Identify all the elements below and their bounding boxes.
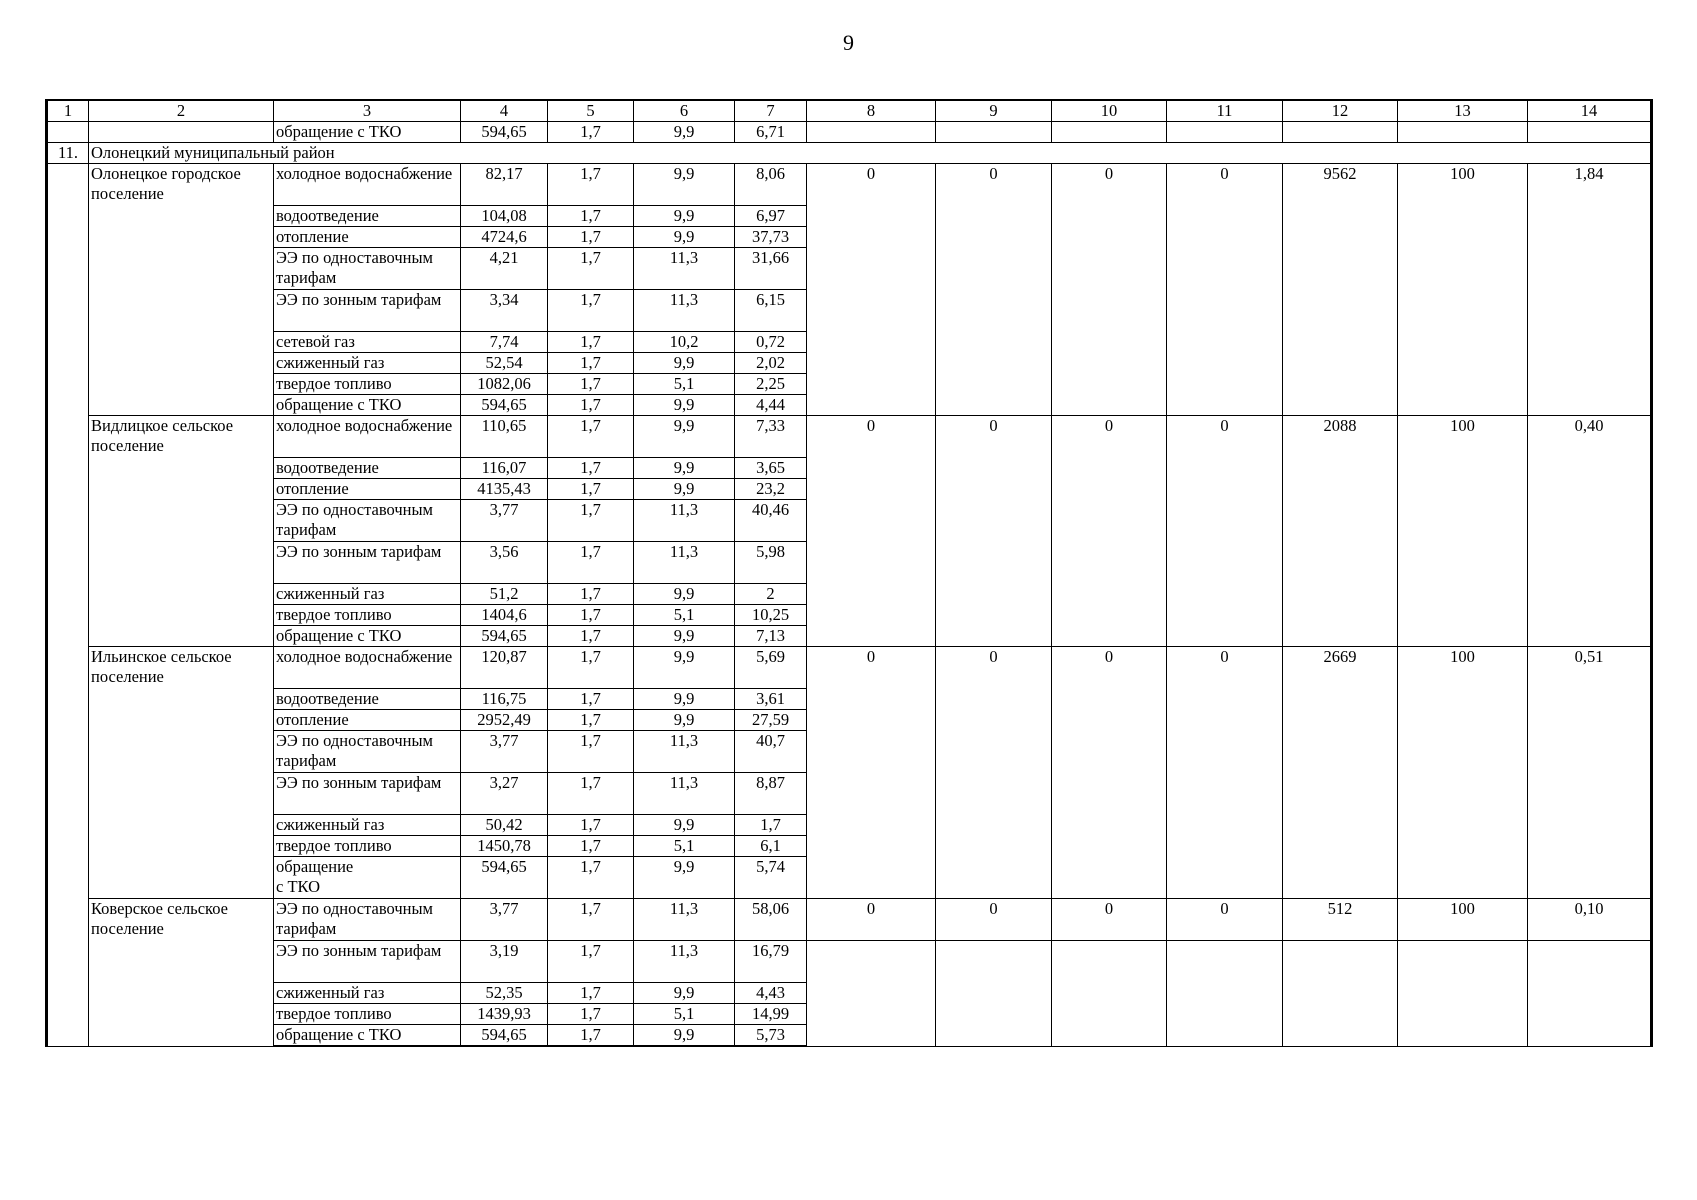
settlement-name: Коверское сельское поселение bbox=[89, 899, 274, 1047]
service-name: обращение с ТКО bbox=[274, 122, 461, 143]
value-cell: 50,42 bbox=[461, 815, 548, 836]
service-name: обращение с ТКО bbox=[274, 626, 461, 647]
value-cell: 1,7 bbox=[548, 983, 634, 1004]
value-cell: 51,2 bbox=[461, 584, 548, 605]
column-number: 3 bbox=[274, 100, 461, 122]
value-cell: 594,65 bbox=[461, 857, 548, 899]
service-name: ЭЭ по зонным тарифам bbox=[274, 941, 461, 983]
value-cell: 11,3 bbox=[634, 941, 735, 983]
summary-cell: 0 bbox=[1167, 647, 1283, 899]
empty-cell bbox=[936, 941, 1052, 1047]
empty-cell bbox=[1528, 122, 1652, 143]
service-row bbox=[47, 416, 1652, 458]
service-row bbox=[47, 941, 1652, 983]
value-cell: 4,21 bbox=[461, 248, 548, 290]
value-cell: 2,25 bbox=[735, 374, 807, 395]
value-cell: 1,7 bbox=[548, 122, 634, 143]
summary-cell: 100 bbox=[1398, 647, 1528, 899]
service-name: ЭЭ по одноставочным тарифам bbox=[274, 500, 461, 542]
value-cell: 6,97 bbox=[735, 206, 807, 227]
column-number: 12 bbox=[1283, 100, 1398, 122]
value-cell: 1,7 bbox=[548, 626, 634, 647]
value-cell: 52,35 bbox=[461, 983, 548, 1004]
value-cell: 1,7 bbox=[548, 773, 634, 815]
value-cell: 594,65 bbox=[461, 626, 548, 647]
value-cell: 1404,6 bbox=[461, 605, 548, 626]
value-cell: 7,13 bbox=[735, 626, 807, 647]
value-cell: 37,73 bbox=[735, 227, 807, 248]
summary-cell: 0,51 bbox=[1528, 647, 1652, 899]
value-cell: 58,06 bbox=[735, 899, 807, 941]
summary-cell: 0,40 bbox=[1528, 416, 1652, 647]
value-cell: 9,9 bbox=[634, 815, 735, 836]
value-cell: 1,7 bbox=[548, 857, 634, 899]
value-cell: 9,9 bbox=[634, 395, 735, 416]
service-name: ЭЭ по зонным тарифам bbox=[274, 290, 461, 332]
value-cell: 10,25 bbox=[735, 605, 807, 626]
value-cell: 8,87 bbox=[735, 773, 807, 815]
summary-cell: 0 bbox=[1167, 164, 1283, 416]
summary-cell: 0 bbox=[936, 899, 1052, 941]
value-cell: 9,9 bbox=[634, 479, 735, 500]
empty-cell bbox=[1052, 941, 1167, 1047]
summary-cell: 0 bbox=[936, 416, 1052, 647]
value-cell: 9,9 bbox=[634, 857, 735, 899]
value-cell: 11,3 bbox=[634, 899, 735, 941]
value-cell: 9,9 bbox=[634, 1025, 735, 1047]
tariff-table bbox=[45, 99, 1653, 1047]
service-name: ЭЭ по одноставочным тарифам bbox=[274, 248, 461, 290]
column-number: 11 bbox=[1167, 100, 1283, 122]
value-cell: 4,44 bbox=[735, 395, 807, 416]
value-cell: 1082,06 bbox=[461, 374, 548, 395]
value-cell: 1,7 bbox=[548, 710, 634, 731]
value-cell: 82,17 bbox=[461, 164, 548, 206]
column-number: 13 bbox=[1398, 100, 1528, 122]
service-name: водоотведение bbox=[274, 206, 461, 227]
summary-cell: 512 bbox=[1283, 899, 1398, 941]
value-cell: 3,77 bbox=[461, 500, 548, 542]
service-name: отопление bbox=[274, 710, 461, 731]
summary-cell: 0 bbox=[807, 899, 936, 941]
value-cell: 120,87 bbox=[461, 647, 548, 689]
service-name: сжиженный газ bbox=[274, 584, 461, 605]
value-cell: 1,7 bbox=[548, 353, 634, 374]
value-cell: 3,27 bbox=[461, 773, 548, 815]
value-cell: 14,99 bbox=[735, 1004, 807, 1025]
value-cell: 2,02 bbox=[735, 353, 807, 374]
service-name: холодное водоснабжение bbox=[274, 416, 461, 458]
value-cell: 52,54 bbox=[461, 353, 548, 374]
value-cell: 0,72 bbox=[735, 332, 807, 353]
value-cell: 1,7 bbox=[548, 542, 634, 584]
column-number: 7 bbox=[735, 100, 807, 122]
summary-cell: 0 bbox=[1052, 416, 1167, 647]
value-cell: 1,7 bbox=[548, 227, 634, 248]
value-cell: 4135,43 bbox=[461, 479, 548, 500]
service-name: холодное водоснабжение bbox=[274, 164, 461, 206]
summary-cell: 0 bbox=[807, 647, 936, 899]
value-cell: 3,61 bbox=[735, 689, 807, 710]
value-cell: 11,3 bbox=[634, 542, 735, 584]
value-cell: 1,7 bbox=[548, 899, 634, 941]
empty-cell bbox=[1283, 122, 1398, 143]
value-cell: 9,9 bbox=[634, 227, 735, 248]
value-cell: 594,65 bbox=[461, 1025, 548, 1047]
value-cell: 1,7 bbox=[548, 836, 634, 857]
value-cell: 5,74 bbox=[735, 857, 807, 899]
settlement-name: Видлицкое сельское поселение bbox=[89, 416, 274, 647]
value-cell: 1,7 bbox=[735, 815, 807, 836]
empty-cell bbox=[89, 122, 274, 143]
value-cell: 9,9 bbox=[634, 458, 735, 479]
summary-cell: 0 bbox=[807, 416, 936, 647]
value-cell: 9,9 bbox=[634, 353, 735, 374]
value-cell: 6,15 bbox=[735, 290, 807, 332]
service-name: сжиженный газ bbox=[274, 983, 461, 1004]
value-cell: 3,34 bbox=[461, 290, 548, 332]
value-cell: 5,1 bbox=[634, 605, 735, 626]
value-cell: 7,33 bbox=[735, 416, 807, 458]
value-cell: 116,75 bbox=[461, 689, 548, 710]
service-name: водоотведение bbox=[274, 689, 461, 710]
value-cell: 4724,6 bbox=[461, 227, 548, 248]
column-number: 4 bbox=[461, 100, 548, 122]
summary-cell: 0 bbox=[1052, 647, 1167, 899]
value-cell: 104,08 bbox=[461, 206, 548, 227]
empty-cell bbox=[1283, 941, 1398, 1047]
service-name: ЭЭ по одноставочным тарифам bbox=[274, 731, 461, 773]
service-name: ЭЭ по одноставочным тарифам bbox=[274, 899, 461, 941]
service-name: холодное водоснабжение bbox=[274, 647, 461, 689]
column-number: 6 bbox=[634, 100, 735, 122]
value-cell: 1,7 bbox=[548, 1004, 634, 1025]
table-body bbox=[47, 100, 1652, 1046]
value-cell: 5,1 bbox=[634, 1004, 735, 1025]
value-cell: 1,7 bbox=[548, 290, 634, 332]
summary-cell: 0 bbox=[936, 647, 1052, 899]
value-cell: 594,65 bbox=[461, 395, 548, 416]
empty-cell bbox=[1398, 941, 1528, 1047]
value-cell: 116,07 bbox=[461, 458, 548, 479]
value-cell: 1450,78 bbox=[461, 836, 548, 857]
value-cell: 9,9 bbox=[634, 983, 735, 1004]
summary-cell: 1,84 bbox=[1528, 164, 1652, 416]
value-cell: 40,7 bbox=[735, 731, 807, 773]
service-name: обращение с ТКО bbox=[274, 857, 461, 899]
summary-cell: 2088 bbox=[1283, 416, 1398, 647]
region-number: 11. bbox=[47, 143, 89, 164]
service-name: сжиженный газ bbox=[274, 815, 461, 836]
value-cell: 5,69 bbox=[735, 647, 807, 689]
service-name: твердое топливо bbox=[274, 836, 461, 857]
service-name: отопление bbox=[274, 479, 461, 500]
empty-cell bbox=[936, 122, 1052, 143]
column-number: 2 bbox=[89, 100, 274, 122]
value-cell: 5,98 bbox=[735, 542, 807, 584]
service-name: ЭЭ по зонным тарифам bbox=[274, 773, 461, 815]
service-name: обращение с ТКО bbox=[274, 395, 461, 416]
service-name: отопление bbox=[274, 227, 461, 248]
value-cell: 1,7 bbox=[548, 689, 634, 710]
value-cell: 1,7 bbox=[548, 941, 634, 983]
summary-cell: 0 bbox=[807, 164, 936, 416]
value-cell: 1,7 bbox=[548, 647, 634, 689]
value-cell: 5,1 bbox=[634, 374, 735, 395]
value-cell: 1,7 bbox=[548, 374, 634, 395]
summary-cell: 100 bbox=[1398, 164, 1528, 416]
service-name: водоотведение bbox=[274, 458, 461, 479]
value-cell: 2952,49 bbox=[461, 710, 548, 731]
value-cell: 1,7 bbox=[548, 815, 634, 836]
empty-cell bbox=[1052, 122, 1167, 143]
value-cell: 3,19 bbox=[461, 941, 548, 983]
value-cell: 23,2 bbox=[735, 479, 807, 500]
value-cell: 1,7 bbox=[548, 458, 634, 479]
value-cell: 4,43 bbox=[735, 983, 807, 1004]
value-cell: 31,66 bbox=[735, 248, 807, 290]
empty-cell bbox=[1528, 941, 1652, 1047]
value-cell: 9,9 bbox=[634, 416, 735, 458]
value-cell: 1,7 bbox=[548, 332, 634, 353]
settlement-name: Олонецкое городское поселение bbox=[89, 164, 274, 416]
value-cell: 7,74 bbox=[461, 332, 548, 353]
empty-cell bbox=[1167, 941, 1283, 1047]
value-cell: 5,73 bbox=[735, 1025, 807, 1047]
summary-cell: 0 bbox=[1167, 416, 1283, 647]
value-cell: 40,46 bbox=[735, 500, 807, 542]
value-cell: 9,9 bbox=[634, 584, 735, 605]
page-number: 9 bbox=[843, 30, 854, 55]
column-number: 10 bbox=[1052, 100, 1167, 122]
value-cell: 1439,93 bbox=[461, 1004, 548, 1025]
column-number-row bbox=[47, 100, 1652, 122]
summary-cell: 0 bbox=[1167, 899, 1283, 941]
value-cell: 1,7 bbox=[548, 206, 634, 227]
value-cell: 3,56 bbox=[461, 542, 548, 584]
value-cell: 5,1 bbox=[634, 836, 735, 857]
value-cell: 9,9 bbox=[634, 689, 735, 710]
service-name: сжиженный газ bbox=[274, 353, 461, 374]
value-cell: 9,9 bbox=[634, 164, 735, 206]
value-cell: 2 bbox=[735, 584, 807, 605]
column-number: 14 bbox=[1528, 100, 1652, 122]
value-cell: 27,59 bbox=[735, 710, 807, 731]
summary-cell: 0,10 bbox=[1528, 899, 1652, 941]
value-cell: 1,7 bbox=[548, 479, 634, 500]
column-number: 8 bbox=[807, 100, 936, 122]
value-cell: 594,65 bbox=[461, 122, 548, 143]
value-cell: 1,7 bbox=[548, 395, 634, 416]
value-cell: 9,9 bbox=[634, 206, 735, 227]
value-cell: 6,1 bbox=[735, 836, 807, 857]
value-cell: 1,7 bbox=[548, 1025, 634, 1047]
column-number: 5 bbox=[548, 100, 634, 122]
summary-cell: 100 bbox=[1398, 416, 1528, 647]
service-name: твердое топливо bbox=[274, 374, 461, 395]
summary-cell: 0 bbox=[936, 164, 1052, 416]
value-cell: 11,3 bbox=[634, 500, 735, 542]
empty-cell bbox=[807, 122, 936, 143]
value-cell: 1,7 bbox=[548, 500, 634, 542]
value-cell: 1,7 bbox=[548, 731, 634, 773]
column-number: 1 bbox=[47, 100, 89, 122]
empty-cell bbox=[47, 122, 89, 143]
value-cell: 10,2 bbox=[634, 332, 735, 353]
value-cell: 11,3 bbox=[634, 731, 735, 773]
value-cell: 8,06 bbox=[735, 164, 807, 206]
service-row bbox=[47, 899, 1652, 941]
value-cell: 6,71 bbox=[735, 122, 807, 143]
empty-cell bbox=[807, 941, 936, 1047]
empty-cell bbox=[1167, 122, 1283, 143]
value-cell: 16,79 bbox=[735, 941, 807, 983]
service-row bbox=[47, 647, 1652, 689]
value-cell: 1,7 bbox=[548, 164, 634, 206]
summary-cell: 9562 bbox=[1283, 164, 1398, 416]
value-cell: 11,3 bbox=[634, 290, 735, 332]
value-cell: 1,7 bbox=[548, 584, 634, 605]
value-cell: 9,9 bbox=[634, 122, 735, 143]
column-number: 9 bbox=[936, 100, 1052, 122]
value-cell: 11,3 bbox=[634, 248, 735, 290]
value-cell: 3,65 bbox=[735, 458, 807, 479]
value-cell: 9,9 bbox=[634, 647, 735, 689]
summary-cell: 0 bbox=[1052, 164, 1167, 416]
summary-cell: 0 bbox=[1052, 899, 1167, 941]
value-cell: 1,7 bbox=[548, 416, 634, 458]
summary-cell: 2669 bbox=[1283, 647, 1398, 899]
continued-row bbox=[47, 122, 1652, 143]
service-name: твердое топливо bbox=[274, 1004, 461, 1025]
service-name: ЭЭ по зонным тарифам bbox=[274, 542, 461, 584]
value-cell: 9,9 bbox=[634, 626, 735, 647]
region-name: Олонецкий муниципальный район bbox=[89, 143, 1652, 164]
settlement-name: Ильинское сельское поселение bbox=[89, 647, 274, 899]
empty-cell bbox=[1398, 122, 1528, 143]
value-cell: 3,77 bbox=[461, 899, 548, 941]
service-name: обращение с ТКО bbox=[274, 1025, 461, 1047]
value-cell: 3,77 bbox=[461, 731, 548, 773]
service-row bbox=[47, 164, 1652, 206]
value-cell: 9,9 bbox=[634, 710, 735, 731]
region-row bbox=[47, 143, 1652, 164]
service-name: сетевой газ bbox=[274, 332, 461, 353]
empty-cell bbox=[47, 164, 89, 1047]
value-cell: 1,7 bbox=[548, 248, 634, 290]
value-cell: 11,3 bbox=[634, 773, 735, 815]
summary-cell: 100 bbox=[1398, 899, 1528, 941]
value-cell: 1,7 bbox=[548, 605, 634, 626]
value-cell: 110,65 bbox=[461, 416, 548, 458]
service-name: твердое топливо bbox=[274, 605, 461, 626]
